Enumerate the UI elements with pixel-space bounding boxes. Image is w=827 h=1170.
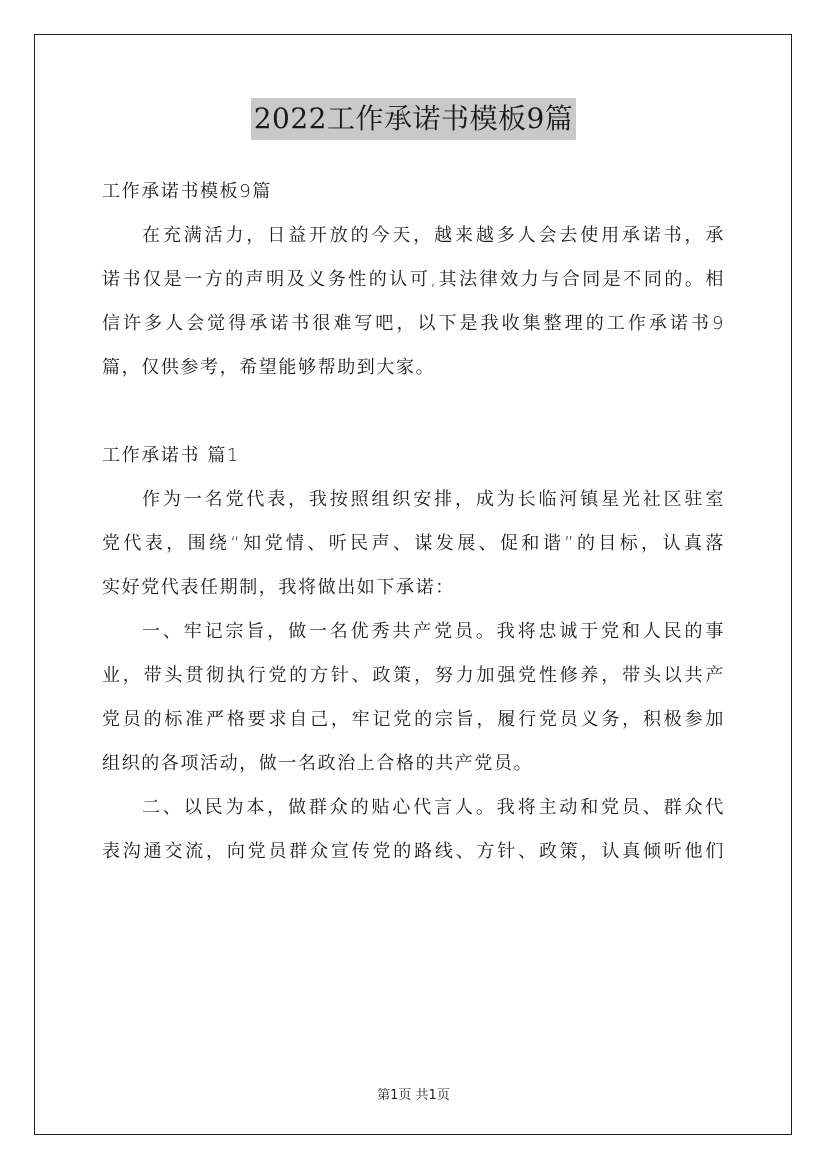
intro-line: 诺书仅是一方的声明及义务性的认可,其法律效力与合同是不同的。相 (102, 269, 725, 290)
title-container (0, 98, 827, 140)
intro-line: 篇，仅供参考，希望能够帮助到大家。 (102, 357, 436, 378)
paragraph-gap (102, 390, 725, 434)
paragraph-line: 二、以民为本，做群众的贴心代言人。我将主动和党员、群众代 (142, 797, 725, 818)
paragraph-line: 作为一名党代表，我按照组织安排，成为长临河镇星光社区驻室 (142, 489, 725, 510)
paragraph-line: 一、牢记宗旨，做一名优秀共产党员。我将忠诚于党和人民的事 (142, 621, 725, 642)
paragraph-line: 实好党代表任期制，我将做出如下承诺： (102, 577, 455, 598)
document-subtitle: 工作承诺书模板9篇 (102, 181, 272, 202)
paragraph-line: 业，带头贯彻执行党的方针、政策，努力加强党性修养，带头以共产 (102, 665, 725, 686)
paragraph-line: 党员的标准严格要求自己，牢记党的宗旨，履行党员义务，积极参加 (102, 709, 725, 730)
intro-line: 在充满活力，日益开放的今天，越来越多人会去使用承诺书，承 (142, 225, 725, 246)
intro-line: 信许多人会觉得承诺书很难写吧，以下是我收集整理的工作承诺书9 (102, 313, 725, 334)
paragraph-line: 组织的各项活动，做一名政治上合格的共产党员。 (102, 753, 534, 774)
document-title: 2022工作承诺书模板9篇 (251, 98, 577, 140)
page-footer: 第1页 共1页 (377, 1088, 450, 1103)
document-body (102, 170, 725, 874)
paragraph-line: 党代表，围绕“知党情、听民声、谋发展、促和谐”的目标，认真落 (102, 533, 725, 554)
paragraph-line: 表沟通交流，向党员群众宣传党的路线、方针、政策，认真倾听他们 (102, 841, 725, 862)
section-heading: 工作承诺书 篇1 (102, 445, 240, 466)
